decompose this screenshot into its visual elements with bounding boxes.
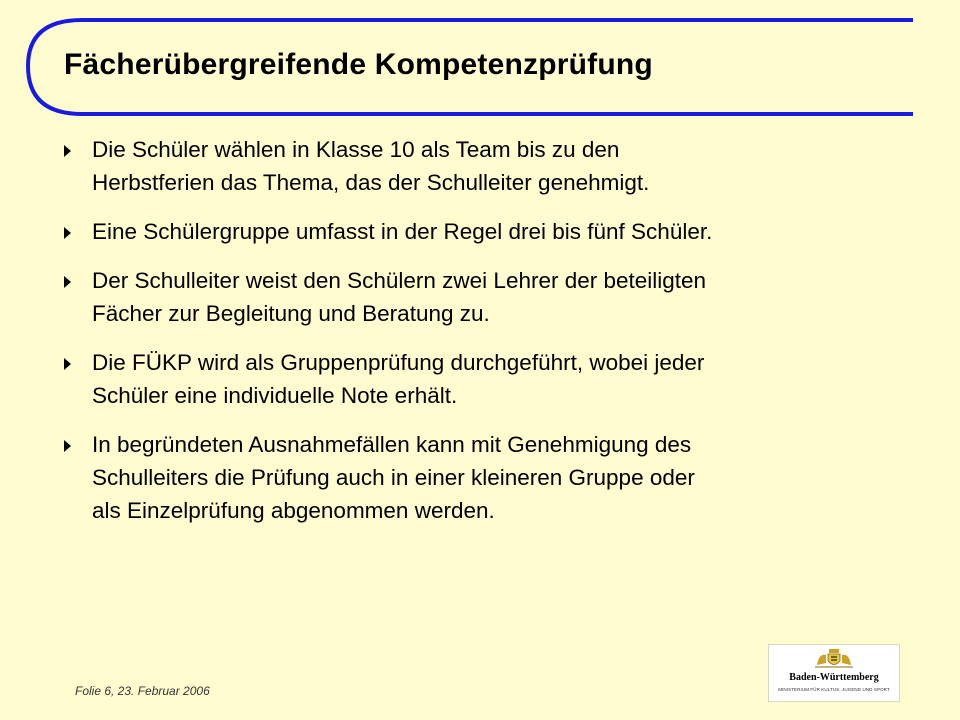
slide-footer: Folie 6, 23. Februar 2006	[75, 684, 210, 698]
slide-title: Fächerübergreifende Kompetenzprüfung	[64, 48, 653, 81]
triangle-bullet-icon	[64, 440, 71, 452]
bullet-item	[62, 133, 922, 199]
bullet-line: Herbstferien das Thema, das der Schulleiter genehmigt.	[92, 170, 650, 195]
triangle-bullet-icon	[64, 276, 71, 288]
bullet-line: Schulleiters die Prüfung auch in einer kleineren Gruppe oder	[92, 465, 695, 490]
bullet-item	[62, 428, 922, 527]
triangle-bullet-icon	[64, 227, 71, 239]
bullet-item	[62, 264, 922, 330]
bullet-line: Der Schulleiter weist den Schülern zwei Lehrer der beteiligten	[92, 268, 707, 293]
bullet-line: Eine Schülergruppe umfasst in der Regel drei bis fünf Schüler.	[92, 219, 713, 244]
bullet-line: In begründeten Ausnahmefällen kann mit Genehmigung des	[92, 432, 692, 457]
state-logo	[768, 644, 900, 702]
coat-of-arms-icon	[813, 647, 855, 669]
triangle-bullet-icon	[64, 358, 71, 370]
bullet-item	[62, 346, 922, 412]
bullet-line: Die FÜKP wird als Gruppenprüfung durchgeführt, wobei jeder	[92, 350, 705, 375]
bullet-line: als Einzelprüfung abgenommen werden.	[92, 498, 495, 523]
bullet-line: Fächer zur Begleitung und Beratung zu.	[92, 301, 490, 326]
bullet-line: Die Schüler wählen in Klasse 10 als Team bis zu den	[92, 137, 620, 162]
logo-ministry: MINISTERIUM FÜR KULTUS, JUGEND UND SPORT	[778, 687, 890, 692]
logo-name: Baden-Württemberg	[789, 672, 879, 683]
triangle-bullet-icon	[64, 145, 71, 157]
bullet-item	[62, 215, 922, 248]
bullet-line: Schüler eine individuelle Note erhält.	[92, 383, 458, 408]
bullet-list	[62, 133, 922, 543]
